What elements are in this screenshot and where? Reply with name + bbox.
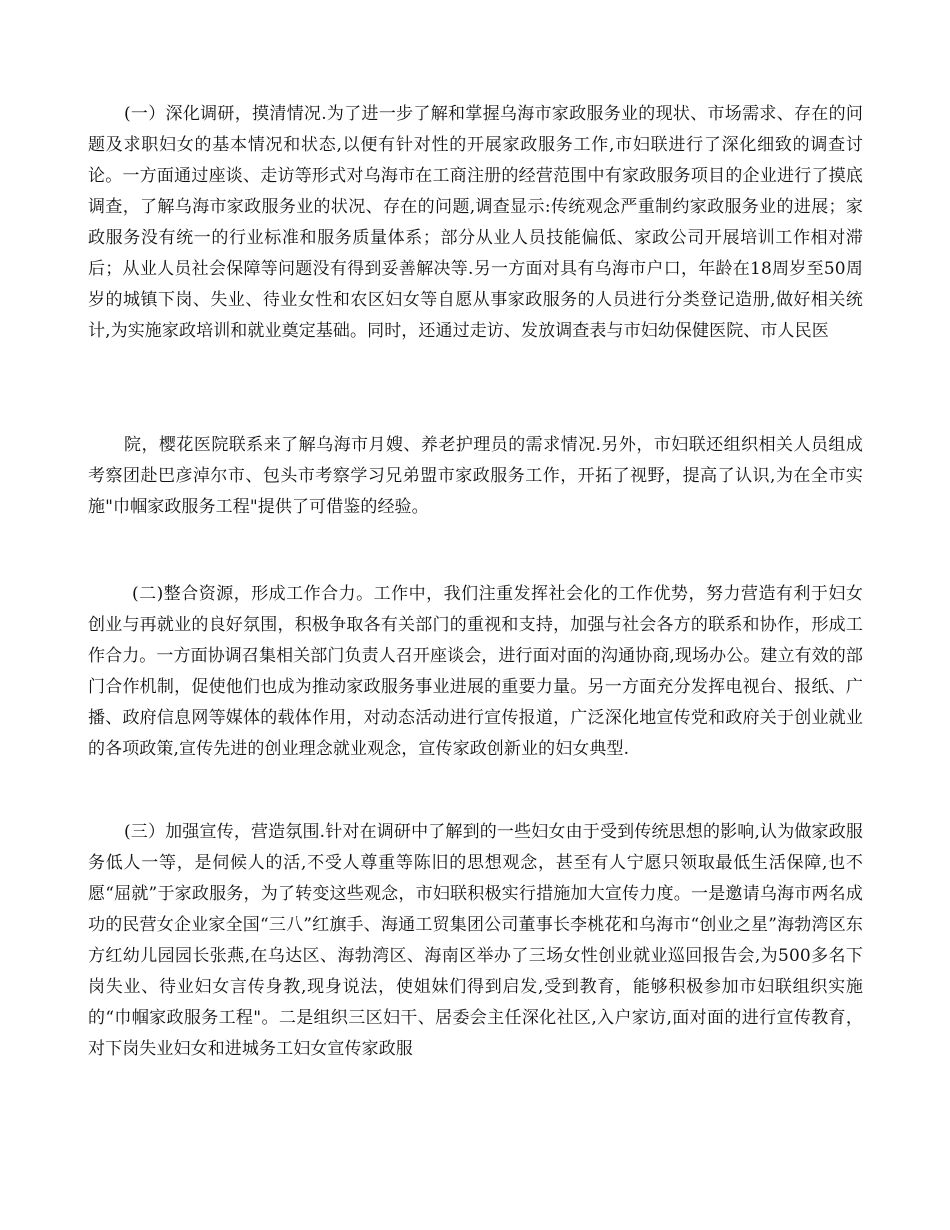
paragraph-investigation: (一）深化调研，摸清情况.为了进一步了解和掌握乌海市家政服务业的现状、市场需求、存在的问题及求职妇女的基本情况和状态,以便有针对性的开展家政服务工作,市妇联进行了深化细致的调查讨论。一方面通过座谈、走访等形式对乌海市在工商注册的经营范围中有家政服务项目的企业进行了摸底调查，了解乌海市家政服务业的状况、存在的问题,调查显示:传统观念严重制约家政服务业的进展；家政服务没有统一的行业标准和服务质量体系；部分从业人员技能偏低、家政公司开展培训工作相对滞后；从业人员社会保障等问题没有得到妥善解决等.另一方面对具有乌海市户口，年龄在18周岁至50周岁的城镇下岗、失业、待业女性和农区妇女等自愿从事家政服务的人员进行分类登记造册,做好相关统计,为实施家政培训和就业奠定基础。同时，还通过走访、发放调查表与市妇幼保健医院、市人民医 [88,104,863,341]
paragraph-integrate-resources: (二)整合资源，形成工作合力。工作中，我们注重发挥社会化的工作优势，努力营造有利于妇女创业与再就业的良好氛围，积极争取各有关部门的重视和支持，加强与社会各方的联系和协作，形成工作合力。一方面协调召集相关部门负责人召开座谈会，进行面对面的沟通协商,现场办公。建立有效的部门合作机制，促使他们也成为推动家政服务事业进展的重要力量。另一方面充分发挥电视台、报纸、广播、政府信息网等媒体的载体作用，对动态活动进行宣传报道，广泛深化地宣传党和政府关于创业就业的各项政策,宣传先进的创业理念就业观念，宣传家政创新业的妇女典型. [88,584,864,759]
paragraph-publicity: (三）加强宣传，营造氛围.针对在调研中了解到的一些妇女由于受到传统思想的影响,认为做家政服务低人一等，是伺候人的活,不受人尊重等陈旧的思想观念，甚至有人宁愿只领取最低生活保障,也不愿“屈就”于家政服务，为了转变这些观念，市妇联积极实行措施加大宣传力度。一是邀请乌海市两名成功的民营女企业家全国“三八”红旗手、海通工贸集团公司董事长李桃花和乌海市“创业之星”海勃湾区东方红幼儿园园长张燕,在乌达区、海勃湾区、海南区举办了三场女性创业就业巡回报告会,为500多名下岗失业、待业妇女言传身教,现身说法，使姐妹们得到启发,受到教育，能够积极参加市妇联组织实施的“巾帼家政服务工程"。二是组织三区妇干、居委会主任深化社区,入户家访,面对面的进行宣传教育，对下岗失业妇女和进城务工妇女宣传家政服 [88,822,863,1059]
paragraph-investigation-continued: 院，樱花医院联系来了解乌海市月嫂、养老护理员的需求情况.另外，市妇联还组织相关人员组成考察团赴巴彦淖尔市、包头市考察学习兄弟盟市家政服务工作，开拓了视野，提高了认识,为在全市实施"巾帼家政服务工程"提供了可借鉴的经验。 [88,435,863,517]
